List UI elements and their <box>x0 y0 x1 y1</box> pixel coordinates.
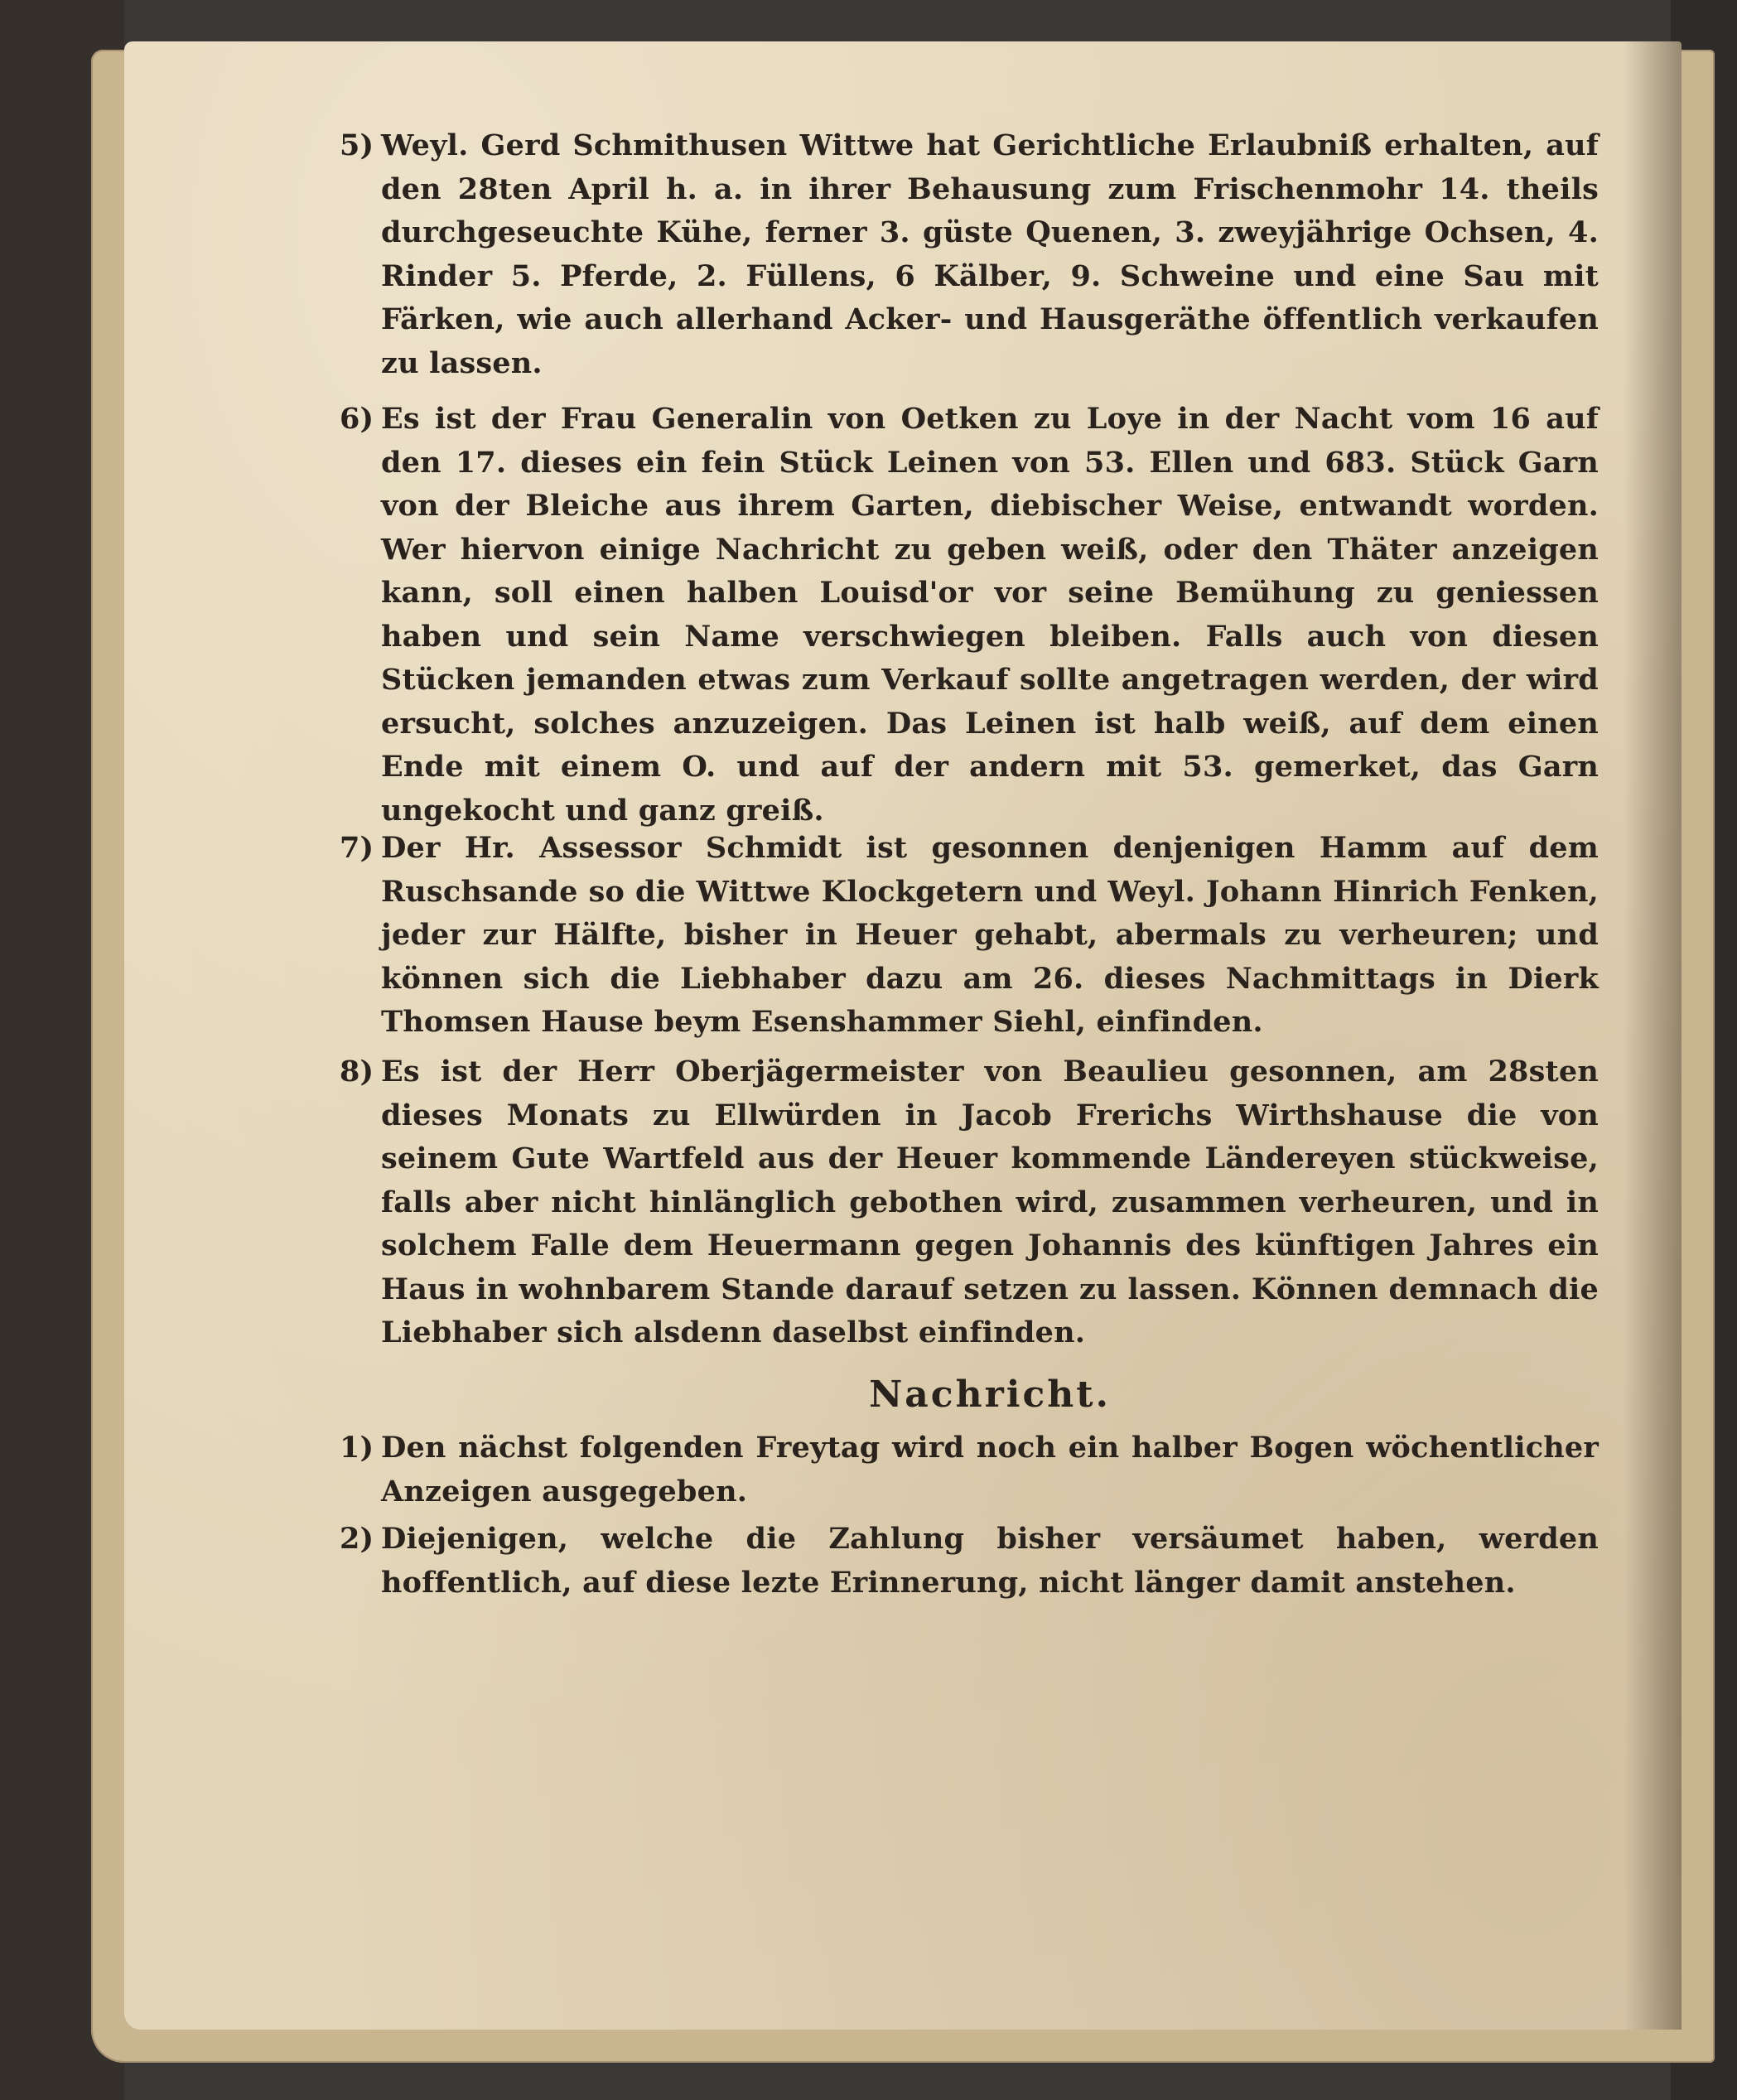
notice-item-1 <box>340 1427 1599 1518</box>
entry-text: Diejenigen, welche die Zahlung bisher versäumet haben, werden hoffentlich, auf diese lezte Erinnerung, nicht länger damit anstehen. <box>381 1522 1599 1600</box>
entry-number: 1) <box>340 1431 374 1465</box>
notice-heading: Nachricht. <box>869 1373 1111 1416</box>
page-gutter-shadow <box>1624 41 1682 2030</box>
entry-number: 7) <box>340 831 374 865</box>
entry-7 <box>340 827 1599 1050</box>
entry-number: 6) <box>340 402 374 436</box>
entry-text: Es ist der Herr Oberjägermeister von Beaulieu gesonnen, am 28sten dieses Monats zu Ellwürden in Jacob Frerichs Wirthshause die von seinem Gute Wartfeld aus der Heuer kommende Ländereyen stückweise, falls aber nicht hinlänglich gebothen wird, zusammen verheuren, und in solchem Falle dem Heuermann gegen Johannis des künftigen Jahres ein Haus in wohnbarem Stande darauf setzen zu lassen. Können demnach die Liebhaber sich alsdenn daselbst einfinden. <box>381 1055 1599 1349</box>
text-block <box>340 124 1599 1617</box>
entry-number: 2) <box>340 1522 374 1556</box>
entry-6 <box>340 398 1599 828</box>
entry-5 <box>340 124 1599 398</box>
notice-item-2 <box>340 1518 1599 1617</box>
entry-number: 5) <box>340 128 374 162</box>
entry-text: Der Hr. Assessor Schmidt ist gesonnen denjenigen Hamm auf dem Ruschsande so die Wittwe Klockgetern und Weyl. Johann Hinrich Fenken, jeder zur Hälfte, bisher in Heuer gehabt, abermals zu verheuren; und können sich die Liebhaber dazu am 26. dieses Nachmittags in Dierk Thomsen Hause beym Esenshammer Siehl, einfinden. <box>381 831 1599 1039</box>
entry-number: 8) <box>340 1055 374 1089</box>
entry-text: Den nächst folgenden Freytag wird noch ein halber Bogen wöchentlicher Anzeigen ausgegeben. <box>381 1431 1599 1509</box>
entry-text: Weyl. Gerd Schmithusen Wittwe hat Gerichtliche Erlaubniß erhalten, auf den 28ten April h. a. in ihrer Behausung zum Frischenmohr 14. theils durchgeseuchte Kühe, ferner 3. güste Quenen, 3. zweyjährige Ochsen, 4. Rinder 5. Pferde, 2. Füllens, 6 Kälber, 9. Schweine und eine Sau mit Färken, wie auch allerhand Acker- und Hausgeräthe öffentlich verkaufen zu lassen. <box>381 128 1599 380</box>
entry-8 <box>340 1050 1599 1365</box>
entry-text: Es ist der Frau Generalin von Oetken zu Loye in der Nacht vom 16 auf den 17. dieses ein fein Stück Leinen von 53. Ellen und 683. Stück Garn von der Bleiche aus ihrem Garten, diebischer Weise, entwandt worden. Wer hiervon einige Nachricht zu geben weiß, oder den Thäter anzeigen kann, soll einen halben Louisd'or vor seine Bemühung zu geniessen haben und sein Name verschwiegen bleiben. Falls auch von diesen Stücken jemanden etwas zum Verkauf sollte angetragen werden, der wird ersucht, solches anzuzeigen. Das Leinen ist halb weiß, auf dem einen Ende mit einem O. und auf der andern mit 53. gemerket, das Garn ungekocht und ganz greiß. <box>381 402 1599 828</box>
